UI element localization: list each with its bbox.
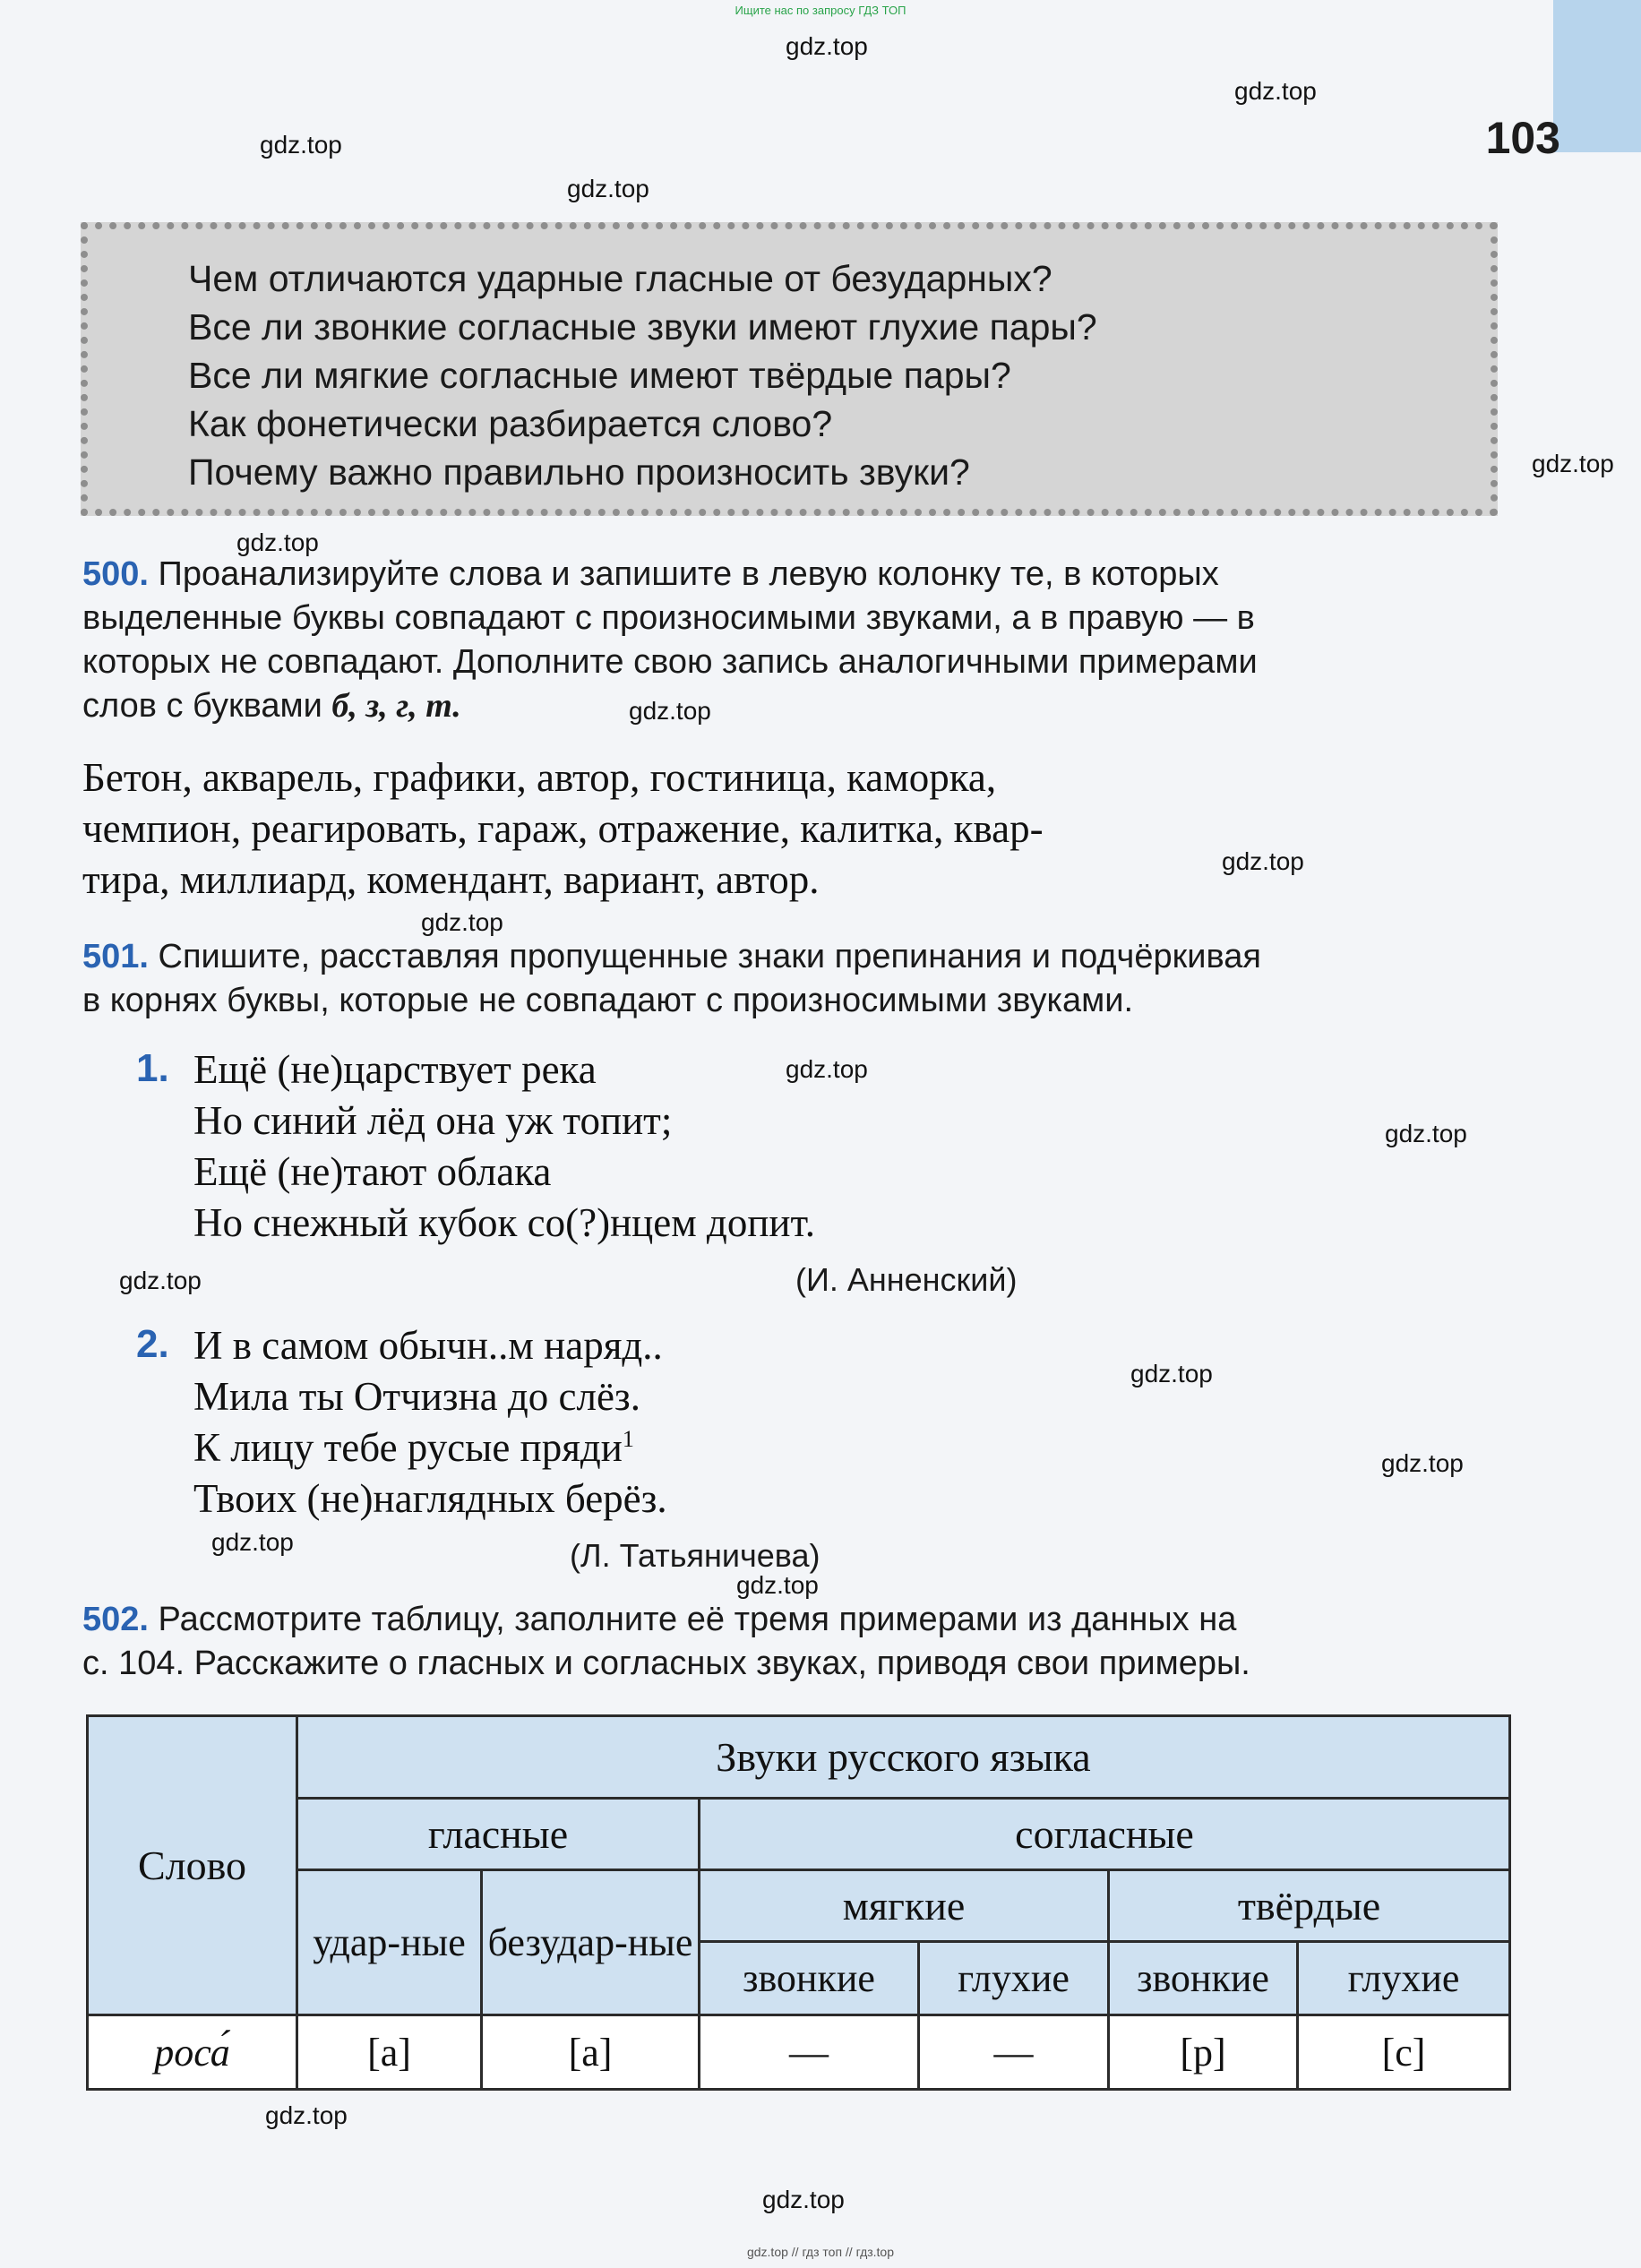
- watermark[interactable]: gdz.top: [786, 1055, 868, 1083]
- exercise-number: 502.: [82, 1601, 149, 1638]
- exercise-500: [82, 553, 1258, 728]
- table-title: Звуки русского языка: [297, 1716, 1510, 1799]
- word-line: Бетон, акварель, графики, автор, гостиница, каморка,: [82, 755, 997, 800]
- table-header-soft: мягкие: [700, 1870, 1109, 1942]
- questions-box: [81, 222, 1498, 516]
- poem-line: Твоих (не)наглядных берёз.: [193, 1476, 667, 1521]
- exercise-text: Спишите, расставляя пропущенные знаки препинания и подчёркивая: [158, 938, 1261, 975]
- watermark[interactable]: gdz.top: [1532, 450, 1614, 477]
- question: Чем отличаются ударные гласные от безударных?: [188, 258, 1052, 299]
- question: Все ли мягкие согласные имеют твёрдые пары?: [188, 355, 1011, 396]
- poem-line: Но синий лёд она уж топит;: [193, 1098, 673, 1143]
- poem-line: Но снежный кубок со(?)нцем допит.: [193, 1200, 816, 1245]
- letters-list: б, з, г, т.: [331, 687, 461, 725]
- poem-author: (И. Анненский): [795, 1261, 1018, 1298]
- table-cell: [а]: [297, 2015, 482, 2090]
- poem-line: Ещё (не)царствует река: [193, 1047, 597, 1092]
- poem-author: (Л. Татьяничева): [570, 1537, 820, 1574]
- poem-2: [193, 1320, 667, 1525]
- table-header-hard: твёрдые: [1109, 1870, 1510, 1942]
- word-line: тира, миллиард, комендант, вариант, автор.: [82, 857, 820, 902]
- watermark[interactable]: gdz.top: [265, 2101, 348, 2129]
- exercise-501: [82, 935, 1261, 1023]
- watermark[interactable]: gdz.top: [119, 1267, 202, 1294]
- table-header-voiceless: глухие: [1298, 1942, 1510, 2015]
- poem-line: Мила ты Отчизна до слёз.: [193, 1374, 640, 1419]
- exercise-text: в корнях буквы, которые не совпадают с произносимыми звуками.: [82, 982, 1134, 1019]
- top-note: Ищите нас по запросу ГДЗ ТОП: [735, 4, 906, 17]
- table-cell: [а]: [482, 2015, 700, 2090]
- question: Почему важно правильно произносить звуки?: [188, 451, 970, 493]
- question: Все ли звонкие согласные звуки имеют глухие пары?: [188, 306, 1097, 348]
- table-cell: —: [700, 2015, 919, 2090]
- watermark[interactable]: gdz.top: [1130, 1360, 1213, 1387]
- exercise-text: выделенные буквы совпадают с произносимыми звуками, а в правую — в: [82, 599, 1255, 637]
- exercise-text: с. 104. Расскажите о гласных и согласных звуках, приводя свои примеры.: [82, 1645, 1250, 1682]
- poem-line: И в самом обычн..м наряд..: [193, 1323, 663, 1368]
- watermark[interactable]: gdz.top: [629, 697, 711, 725]
- poem-line: К лицу тебе русые пряди: [193, 1425, 623, 1470]
- poem-line: Ещё (не)тают облака: [193, 1149, 552, 1194]
- table-header-stressed: удар-ные: [297, 1870, 482, 2015]
- exercise-text: слов с буквами: [82, 687, 332, 725]
- exercise-text: которых не совпадают. Дополните свою запись аналогичными примерами: [82, 643, 1258, 681]
- table-cell: [с]: [1298, 2015, 1510, 2090]
- word-list: [82, 752, 1044, 906]
- exercise-502: [82, 1598, 1250, 1686]
- table-header-voiced: звонкие: [1109, 1942, 1298, 2015]
- table-header-unstressed: безудар-ные: [482, 1870, 700, 2015]
- watermark[interactable]: gdz.top: [786, 32, 868, 60]
- table-header-vowels: гласные: [297, 1799, 700, 1870]
- watermark[interactable]: gdz.top: [567, 175, 649, 202]
- watermark[interactable]: gdz.top: [736, 1571, 819, 1599]
- table-header-consonants: согласные: [700, 1799, 1510, 1870]
- footer-note: gdz.top // гдз топ // гдз.top: [746, 2245, 895, 2259]
- watermark[interactable]: gdz.top: [1385, 1120, 1467, 1147]
- poem-number: 1.: [136, 1046, 169, 1090]
- table-header-voiceless: глухие: [919, 1942, 1109, 2015]
- exercise-number: 500.: [82, 555, 149, 593]
- watermark[interactable]: gdz.top: [1222, 847, 1304, 875]
- table-header-voiced: звонкие: [700, 1942, 919, 2015]
- exercise-text: Рассмотрите таблицу, заполните её тремя примерами из данных на: [158, 1601, 1237, 1638]
- watermark[interactable]: gdz.top: [1381, 1449, 1464, 1477]
- table-header-word: Слово: [88, 1716, 297, 2015]
- poem-number: 2.: [136, 1322, 169, 1366]
- exercise-number: 501.: [82, 938, 149, 975]
- table-cell: —: [919, 2015, 1109, 2090]
- table-cell-word: роса́: [88, 2015, 297, 2090]
- exercise-text: Проанализируйте слова и запишите в левую колонку те, в которых: [158, 555, 1219, 593]
- footnote-mark: 1: [622, 1426, 634, 1452]
- page-corner-tab: [1553, 0, 1641, 152]
- page-number: 103: [1485, 113, 1560, 163]
- sounds-table: [86, 1714, 1511, 2091]
- watermark[interactable]: gdz.top: [762, 2186, 845, 2213]
- watermark[interactable]: gdz.top: [260, 131, 342, 159]
- watermark[interactable]: gdz.top: [211, 1528, 294, 1556]
- poem-1: [193, 1044, 815, 1249]
- watermark[interactable]: gdz.top: [1234, 77, 1317, 105]
- watermark[interactable]: gdz.top: [421, 908, 503, 936]
- question: Как фонетически разбирается слово?: [188, 403, 833, 444]
- watermark[interactable]: gdz.top: [236, 528, 319, 556]
- watermark[interactable]: gdz.top: [976, 1920, 1059, 1947]
- table-cell: [р]: [1109, 2015, 1298, 2090]
- word-line: чемпион, реагировать, гараж, отражение, калитка, квар-: [82, 806, 1044, 851]
